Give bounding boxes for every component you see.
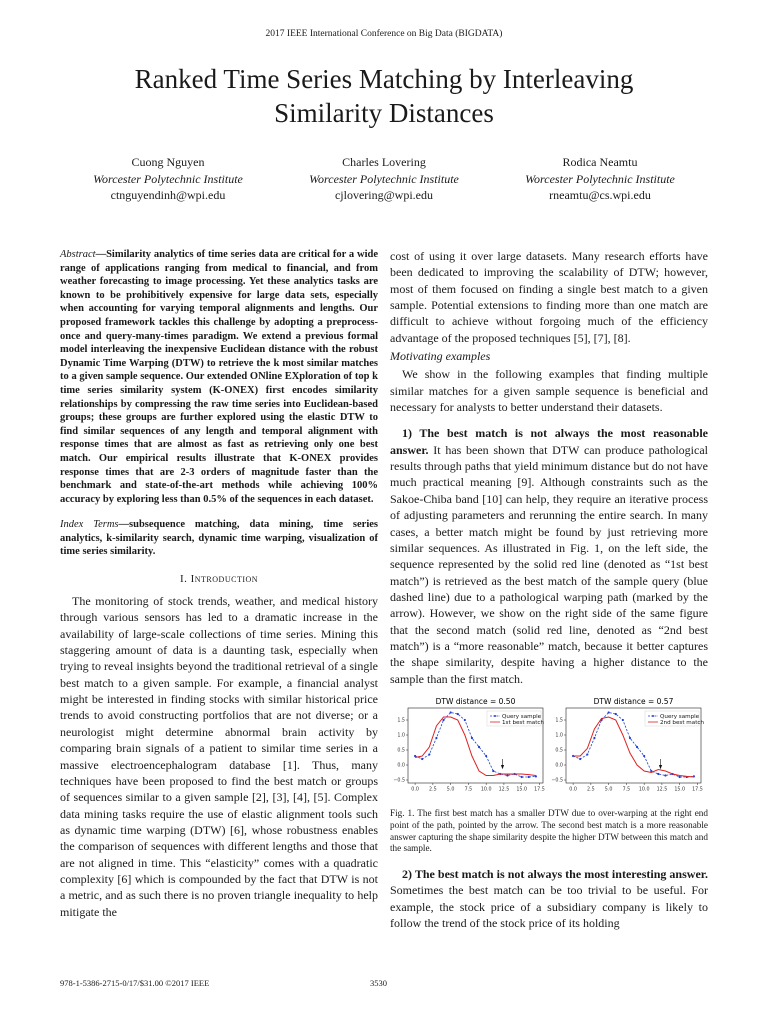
warping-arrow-head [659, 765, 662, 769]
query-point [679, 776, 681, 778]
legend-label: Query sample [660, 713, 700, 720]
legend-label: Query sample [502, 713, 542, 720]
query-point [421, 758, 423, 760]
chart-title: DTW distance = 0.50 [435, 697, 516, 706]
x-tick-label: 5.0 [604, 787, 613, 793]
author-email: cjlovering@wpi.edu [334, 188, 434, 202]
query-point [435, 737, 437, 739]
index-terms [60, 518, 378, 559]
query-point [414, 755, 416, 757]
query-point [622, 719, 624, 721]
query-point [579, 758, 581, 760]
point-1-paragraph [390, 425, 708, 687]
right-column [390, 248, 708, 687]
left-column [60, 248, 378, 920]
query-point [492, 770, 494, 772]
query-point [428, 753, 430, 755]
x-tick-label: 10.0 [480, 787, 492, 793]
figure-1 [390, 694, 708, 794]
point-2-paragraph [390, 866, 708, 931]
query-point [615, 713, 617, 715]
y-tick-label: −0.5 [393, 778, 405, 784]
right-column-bottom [390, 866, 708, 931]
query-point [442, 719, 444, 721]
figure-1-plots [390, 694, 708, 794]
query-point [593, 737, 595, 739]
query-point [506, 774, 508, 776]
introduction-paragraph: The monitoring of stock trends, weather, and medical history through various sensors has led to a dramatic increase in the availability of large-scale collections of time series. Mining this staggering amount of data is a daunting task, especially when trying to reveal insights beyond the traditional retrieval of a single best match to a given sample. For example, a financial analyst might be interested in finding stocks with similar historical price trends to avoid constructing portfolios that are not diverse; or a neurologist might determine abnormal brain activity by comparing brain signals of a patient to similar time series in a massive electroencephalogram database [1]. Thus, many techniques have been proposed to find the best match or groups of sequences similar to a given sample [2], [3], [4], [5]. Complex data mining tasks require the use of elastic alignment tools such as dynamic time warping (DTW) [6], whose robustness enables the comparison of sequences with different lengths and those that are not aligned in time. This “elasticity” comes with a quadratic complexity [6] which is compounded by the fact that DTW is not a metric, and as such there is no proven triangle inequality to help mitigate the [60, 594, 378, 919]
author-block [60, 154, 708, 204]
author-3 [492, 154, 708, 204]
chart-panel-2 [551, 697, 704, 793]
query-point [657, 773, 659, 775]
query-point [471, 737, 473, 739]
query-point [586, 753, 588, 755]
legend-label: 2nd best match [660, 719, 705, 726]
x-tick-label: 12.5 [656, 787, 668, 793]
author-2 [276, 154, 492, 204]
paper-title [40, 62, 728, 130]
y-tick-label: −0.5 [551, 778, 563, 784]
y-tick-label: 0.5 [397, 748, 405, 754]
point-2-text: Sometimes the best match can be too trivial to be useful. For example, the stock price of a subsidiary company is likely to follow the trend of the stock price of its holding [390, 883, 708, 931]
author-institution: Worcester Polytechnic Institute [309, 171, 459, 186]
query-point [608, 711, 610, 713]
chart-panel-1 [393, 697, 544, 793]
y-tick-label: 0.5 [555, 748, 563, 754]
point-1-text: It has been shown that DTW can produce pathological results through paths that yield minimum distance but do not have much practical meaning [9]. Although constraints such as the Sakoe-Chiba band [10] can help, they require an iterative process of adjusting parameters and rerunning the entire search. In many cases, a better match might be found by just retrieving more similar sequences. As illustrated in Fig. 1, on the left side, the sequence represented by the solid red line (denoted as “1st best match”) is retrieved as the best match of the sample query (blue dashed line) due to a pathological warping path (marked by the arrow). However, we show on the right side of the same figure that the second match (solid red line, denoted as “2nd best match”) is a “more reasonable” match, because it better captures the shape similarity, despite having a higher distance to the sample than the first match. [390, 442, 708, 686]
x-tick-label: 5.0 [446, 787, 455, 793]
warping-arrow-head [501, 765, 504, 769]
author-institution: Worcester Polytechnic Institute [525, 171, 675, 186]
query-point [464, 719, 466, 721]
query-point [478, 746, 480, 748]
copyright-footer: 978-1-5386-2715-0/17/$31.00 ©2017 IEEE [60, 978, 210, 988]
author-email: ctnguyendinh@wpi.edu [110, 188, 226, 202]
point-1-heading: 1) The best match is not always the most reasonable answer. [390, 426, 708, 457]
page-number: 3530 [370, 978, 387, 988]
query-point [643, 755, 645, 757]
author-email: rneamtu@cs.wpi.edu [549, 188, 651, 202]
x-tick-label: 7.5 [622, 787, 631, 793]
x-tick-label: 17.5 [692, 787, 703, 793]
y-tick-label: 1.0 [555, 733, 563, 739]
y-tick-label: 0.0 [555, 763, 563, 769]
section-heading-introduction [60, 573, 378, 585]
x-tick-label: 15.0 [516, 787, 528, 793]
query-point [664, 774, 666, 776]
legend-marker [494, 715, 496, 717]
x-tick-label: 2.5 [429, 787, 437, 793]
x-tick-label: 0.0 [569, 787, 577, 793]
section-title: Introduction [190, 573, 259, 586]
query-point [636, 746, 638, 748]
author-name: Rodica Neamtu [562, 155, 638, 169]
author-1 [60, 154, 276, 204]
section-number: I. [179, 573, 188, 586]
abstract [60, 248, 378, 506]
query-point [528, 776, 530, 778]
x-tick-label: 12.5 [498, 787, 510, 793]
subsection-heading-motivating: Motivating examples [390, 349, 491, 364]
abstract-lead: Abstract [60, 249, 96, 260]
x-tick-label: 2.5 [587, 787, 595, 793]
query-point [457, 713, 459, 715]
index-terms-lead: Index Terms [60, 519, 119, 531]
author-institution: Worcester Polytechnic Institute [93, 171, 243, 186]
title-line-1: Ranked Time Series Matching by Interleaving [134, 64, 634, 94]
query-point [521, 776, 523, 778]
query-point [629, 737, 631, 739]
legend-label: 1st best match [502, 719, 545, 726]
y-tick-label: 0.0 [397, 763, 405, 769]
query-point [450, 711, 452, 713]
conference-header: 2017 IEEE International Conference on Big Data (BIGDATA) [265, 29, 503, 39]
figure-1-caption: Fig. 1. The first best match has a smaller DTW due to over-warping at the right end point of the path, pointed by the arrow. The second best match is a more reasonable answer capturing the shape similarity despite the higher DTW between this match and the sample. [390, 808, 708, 854]
point-2-heading: 2) The best match is not always the most interesting answer. [402, 867, 708, 881]
abstract-text: —Similarity analytics of time series data are critical for a wide range of applications ranging from medical to financial, and from weather forecasting to image processing. Yet these analytics tasks are known to be prohibitively expensive for large data sets, especially when accounting for varying temporal alignments and lengths. Our proposed framework tackles this challenge by adopting a preprocess-once and query-many-times paradigm. We extend a previous formal model interleaving the inexpensive Euclidean distance with the robust Dynamic Time Warping (DTW) to retrieve the k most similar matches to a given sample sequence. Our extended ONline EXploration of top k time series similarity system (K-ONEX) first encodes similarity relationships by compressing the raw time series into Euclidean-based groups; these groups are further explored using the elastic DTW to find similar sequences of any length and temporal alignment with response times that are almost as fast as retrieving only one best match. Our empirical results illustrate that K-ONEX provides response times that are 2-3 orders of magnitude faster than the benchmark and state-of-the-art methods while achieving 100% accuracy by exploring less than 0.5% of the sequences in each dataset. [60, 249, 378, 505]
y-tick-label: 1.5 [397, 718, 405, 724]
author-name: Cuong Nguyen [131, 155, 205, 169]
index-terms-text: —subsequence matching, data mining, time series analytics, k-similarity search, dynamic time warping, visualization of time series similarity. [60, 519, 379, 558]
x-tick-label: 17.5 [534, 787, 545, 793]
x-tick-label: 10.0 [638, 787, 650, 793]
legend-marker [652, 715, 654, 717]
x-tick-label: 7.5 [464, 787, 473, 793]
title-line-2: Similarity Distances [274, 98, 494, 128]
chart-title: DTW distance = 0.57 [593, 697, 674, 706]
query-point [485, 755, 487, 757]
x-tick-label: 0.0 [411, 787, 419, 793]
y-tick-label: 1.0 [397, 733, 405, 739]
x-tick-label: 15.0 [674, 787, 686, 793]
intro-continuation: cost of using it over large datasets. Many research efforts have been dedicated to improving the scalability of DTW; however, most of them focused on finding a single best match to a given sample. Potential extensions to finding more than one match are difficult to achieve without forgoing much of the efficiency advantage of the proposed techniques [5], [7], [8]. [390, 249, 708, 345]
author-name: Charles Lovering [342, 155, 426, 169]
motivating-paragraph: We show in the following examples that finding multiple similar matches for a given sample sequence is beneficial and necessary for analysts to better understand their datasets. [390, 367, 708, 415]
y-tick-label: 1.5 [555, 718, 563, 724]
